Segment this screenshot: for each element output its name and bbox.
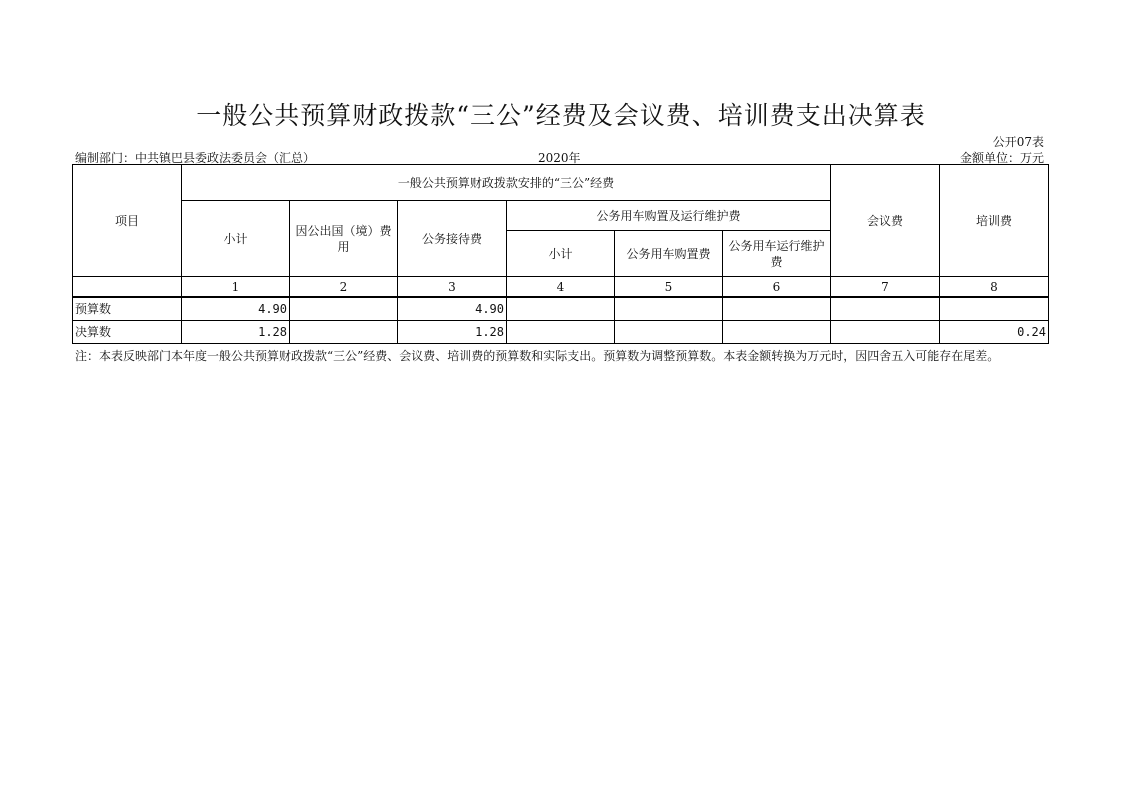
cell-training: 0.24 [940, 321, 1049, 344]
col-number: 2 [290, 277, 398, 298]
cell-vehicle-operation [723, 297, 831, 321]
cell-vehicle-subtotal [507, 297, 615, 321]
col-number: 8 [940, 277, 1049, 298]
cell-abroad [290, 321, 398, 344]
col-number: 3 [398, 277, 507, 298]
col-number-blank [73, 277, 182, 298]
cell-reception: 1.28 [398, 321, 507, 344]
header-training: 培训费 [940, 165, 1049, 277]
report-year: 2020年 [538, 151, 581, 165]
amount-unit: 金额单位：万元 [959, 151, 1044, 165]
header-reception: 公务接待费 [398, 201, 507, 277]
header-vehicle-operation: 公务用车运行维护费 [723, 231, 831, 277]
col-number: 6 [723, 277, 831, 298]
cell-vehicle-operation [723, 321, 831, 344]
col-number: 5 [615, 277, 723, 298]
col-number: 1 [182, 277, 290, 298]
compiling-department: 编制部门：中共镇巴县委政法委员会（汇总） [75, 151, 316, 165]
table-row-final [73, 321, 1049, 344]
header-vehicle-group: 公务用车购置及运行维护费 [507, 201, 831, 231]
cell-vehicle-purchase [615, 321, 723, 344]
header-abroad: 因公出国（境）费用 [290, 201, 398, 277]
header-three-public-group: 一般公共预算财政拨款安排的“三公”经费 [182, 165, 831, 201]
table-row-budget [73, 297, 1049, 321]
cell-vehicle-purchase [615, 297, 723, 321]
header-vehicle-subtotal: 小计 [507, 231, 615, 277]
header-subtotal: 小计 [182, 201, 290, 277]
cell-meeting [831, 297, 940, 321]
col-number: 7 [831, 277, 940, 298]
cell-reception: 4.90 [398, 297, 507, 321]
form-code: 公开07表 [992, 135, 1044, 149]
cell-subtotal: 1.28 [182, 321, 290, 344]
cell-vehicle-subtotal [507, 321, 615, 344]
header-meeting: 会议费 [831, 165, 940, 277]
cell-meeting [831, 321, 940, 344]
page-title: 一般公共预算财政拨款“三公”经费及会议费、培训费支出决算表 [196, 101, 926, 130]
row-label: 预算数 [73, 297, 182, 321]
cell-subtotal: 4.90 [182, 297, 290, 321]
header-vehicle-purchase: 公务用车购置费 [615, 231, 723, 277]
header-item: 项目 [73, 165, 182, 277]
cell-training [940, 297, 1049, 321]
cell-abroad [290, 297, 398, 321]
col-number: 4 [507, 277, 615, 298]
expenditure-table [72, 164, 1049, 344]
table-note: 注：本表反映部门本年度一般公共预算财政拨款“三公”经费、会议费、培训费的预算数和实际支出。预算数为调整预算数。本表金额转换为万元时，因四舍五入可能存在尾差。 [75, 349, 1000, 363]
row-label: 决算数 [73, 321, 182, 344]
